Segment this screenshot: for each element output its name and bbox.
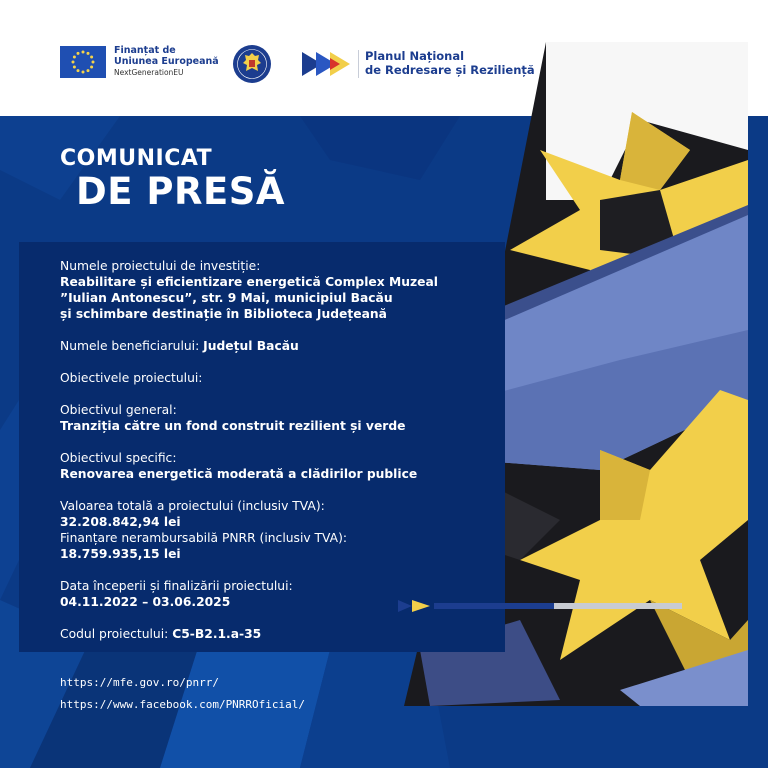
project-name-label: Numele proiectului de investiție: <box>60 259 261 273</box>
pnrr-arrows-icon <box>302 50 352 78</box>
specific-objective-label: Obiectivul specific: <box>60 451 177 465</box>
project-info <box>60 258 500 642</box>
beneficiary-label: Numele beneficiarului: <box>60 339 200 353</box>
dates-label: Data începerii și finalizării proiectului: <box>60 579 293 593</box>
link-mfe[interactable]: https://mfe.gov.ro/pnrr/ <box>60 676 219 689</box>
decorative-arrow-bar <box>398 600 682 612</box>
beneficiary-value: Județul Bacău <box>203 339 299 353</box>
project-code-value: C5-B2.1.a-35 <box>172 627 262 641</box>
pnrr-logo <box>302 50 535 78</box>
total-value: 32.208.842,94 lei <box>60 515 181 529</box>
general-objective-value: Tranziția către un fond construit rezilient și verde <box>60 419 406 433</box>
specific-objective-value: Renovarea energetică moderată a clădirilor publice <box>60 467 418 481</box>
funding-value: 18.759.935,15 lei <box>60 547 181 561</box>
pnrr-logo-line2: de Redresare și Reziliență <box>365 63 535 77</box>
eu-logo-line3: NextGenerationEU <box>114 68 184 78</box>
beneficiary-row <box>60 338 500 354</box>
eu-funding-logo <box>60 46 219 78</box>
project-name-line2: ”Iulian Antonescu”, str. 9 Mai, municipiul Bacău <box>60 291 393 305</box>
eu-logo-line1: Finanțat de <box>114 45 176 57</box>
project-name-line1: Reabilitare și eficientizare energetică Complex Muzeal <box>60 275 438 289</box>
project-name-line3: și schimbare destinație în Biblioteca Județeană <box>60 307 387 321</box>
pnrr-logo-line1: Planul Național <box>365 49 465 64</box>
general-objective-label: Obiectivul general: <box>60 403 177 417</box>
title-line-2: DE PRESĂ <box>76 170 286 213</box>
project-code-label: Codul proiectului: <box>60 627 169 641</box>
eu-logo-line2: Uniunea Europeană <box>114 56 219 68</box>
objectives-label: Obiectivele proiectului: <box>60 371 203 385</box>
romanian-government-seal-icon <box>232 44 272 84</box>
title-line-1: COMUNICAT <box>60 146 213 171</box>
total-value-label: Valoarea totală a proiectului (inclusiv TVA): <box>60 499 325 513</box>
project-code-row <box>60 626 500 642</box>
dates-value: 04.11.2022 – 03.06.2025 <box>60 595 231 609</box>
links-block <box>60 672 305 716</box>
link-facebook[interactable]: https://www.facebook.com/PNRROficial/ <box>60 698 306 711</box>
eu-flag-icon <box>60 46 106 78</box>
funding-label: Finanțare nerambursabilă PNRR (inclusiv TVA): <box>60 531 348 545</box>
